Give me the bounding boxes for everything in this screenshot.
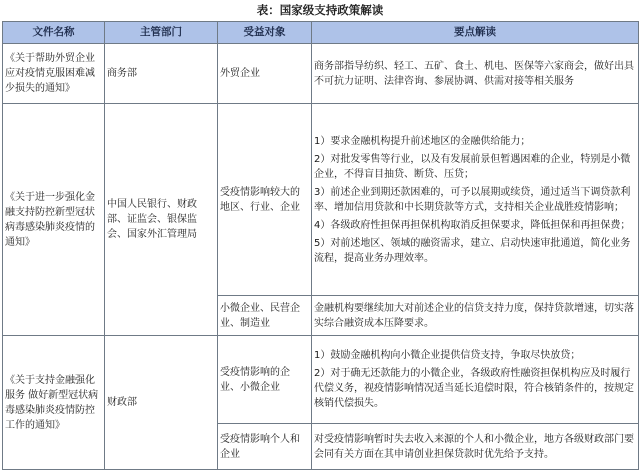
department-cell: 中国人民银行、财政部、证监会、银保监会、国家外汇管理局	[105, 104, 218, 336]
key-point-text: 1）鼓励金融机构向小微企业提供信贷支持，争取尽快放贷；	[314, 350, 581, 361]
key-point-text: 4）各级政府性担保再担保机构取消反担保要求，降低担保和再担保费；	[314, 219, 631, 231]
key-points-cell	[312, 104, 639, 296]
key-point-text: 商务部指导纺织、轻工、五矿、食土、机电、医保等六家商会，做好出具不可抗力证明、法律咨询、参展协调、供需对接等相关服务	[314, 60, 634, 87]
table-row	[3, 104, 639, 296]
key-point-text: 对受疫情影响暂时失去收入来源的个人和小微企业，地方各级财政部门要会同有关方面在其申请创业担保贷款时优先给予支持。	[314, 433, 634, 460]
beneficiary-cell: 小微企业、民营企业、制造业	[218, 296, 312, 336]
beneficiary-cell: 受疫情影响较大的地区、行业、企业	[218, 104, 312, 296]
key-points-cell	[312, 336, 639, 424]
key-point-text: 金融机构要继续加大对前述企业的信贷支持力度，保持贷款增速，切实落实综合融资成本压降要求。	[314, 302, 634, 329]
page-title: 表：国家级支持政策解读	[256, 3, 384, 17]
doc-name-cell: 《关于支持金融强化服务 做好新型冠状病毒感染肺炎疫情防控工作的通知》	[3, 336, 105, 470]
key-point-text: 3）前述企业到期还款困难的，可予以展期或续贷，通过适当下调贷款利率、增加信用贷款和中长期贷款等方式，支持相关企业战胜疫情影响；	[314, 186, 631, 213]
header-beneficiary: 受益对象	[218, 22, 312, 44]
beneficiary-cell: 受疫情影响的企业、小微企业	[218, 336, 312, 424]
key-points-cell	[312, 296, 639, 336]
table-row	[3, 336, 639, 424]
department-cell: 财政部	[105, 336, 218, 470]
key-point-text: 2）对于确无还款能力的小微企业，各级政府性融资担保机构应及时履行代偿义务，视疫情影响情况适当延长追偿时限，符合核销条件的，按规定核销代偿损失。	[314, 368, 634, 409]
header-department: 主管部门	[105, 22, 218, 44]
table-header-row	[3, 22, 639, 44]
department-cell: 商务部	[105, 44, 218, 104]
doc-name-cell: 《关于帮助外贸企业应对疫情克服困难减少损失的通知》	[3, 44, 105, 104]
key-points-cell	[312, 424, 639, 470]
header-doc-name: 文件名称	[3, 22, 105, 44]
policy-table	[2, 21, 639, 470]
beneficiary-cell: 受疫情影响个人和企业	[218, 424, 312, 470]
key-point-text: 1）要求金融机构提升前述地区的金融供给能力；	[314, 135, 531, 147]
header-key-points: 要点解读	[312, 22, 639, 44]
doc-name-cell: 《关于进一步强化金融支持防控新型冠状病毒感染肺炎疫情的通知》	[3, 104, 105, 336]
table-row	[3, 44, 639, 104]
beneficiary-cell: 外贸企业	[218, 44, 312, 104]
key-point-text: 2）对批发零售等行业，以及有发展前景但暂遇困难的企业，特别是小微企业，不得盲目抽贷、断贷、压贷；	[314, 153, 631, 180]
key-points-cell	[312, 44, 639, 104]
key-point-text: 5）对前述地区、领域的融资需求，建立、启动快速审批通道，简化业务流程，提高业务办理效率。	[314, 237, 631, 264]
